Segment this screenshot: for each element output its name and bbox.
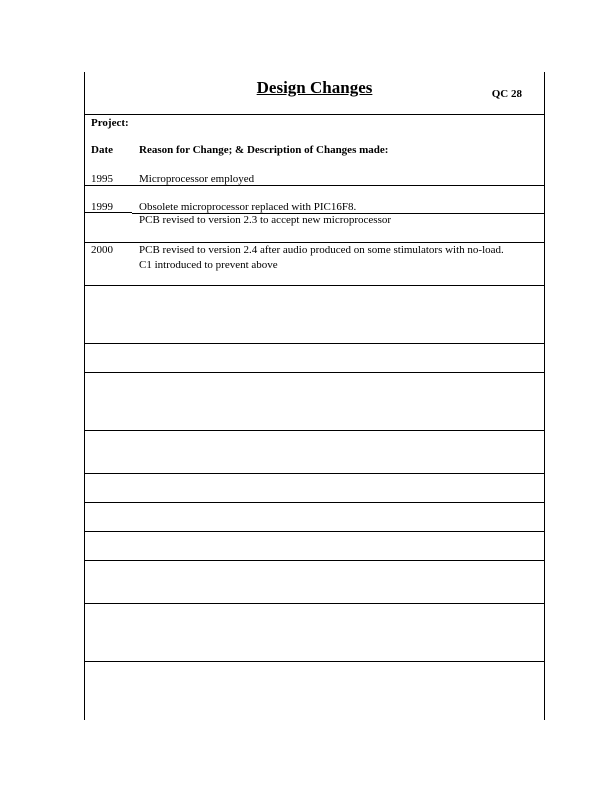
entry-description: C1 introduced to prevent above [139,259,278,271]
row-divider [85,185,544,186]
row-divider [85,603,544,604]
entry-description: PCB revised to version 2.4 after audio produced on some stimulators with no-load. [139,244,504,256]
row-divider [85,531,544,532]
entry-description: Obsolete microprocessor replaced with PIC16F8. [139,201,357,213]
row-divider [85,212,132,213]
row-divider [85,661,544,662]
entry-description: PCB revised to version 2.3 to accept new microprocessor [139,214,392,226]
entry-date: 1995 [91,173,113,185]
row-divider [85,343,544,344]
project-label: Project: [91,117,129,129]
row-divider [85,560,544,561]
row-divider [85,372,544,373]
date-column-header: Date [91,144,113,156]
entry-description: Microprocessor employed [139,173,255,185]
row-divider [85,114,544,115]
entry-date: 1999 [91,201,113,213]
page-title: Design Changes [256,78,373,97]
description-column-header: Reason for Change; & Description of Changes made: [139,144,389,156]
row-divider [85,285,544,286]
row-divider [85,430,544,431]
entry-date: 2000 [91,244,113,256]
row-divider [85,242,544,243]
design-changes-form [84,72,545,720]
form-code: QC 28 [491,88,522,100]
row-divider [85,473,544,474]
row-divider [85,502,544,503]
